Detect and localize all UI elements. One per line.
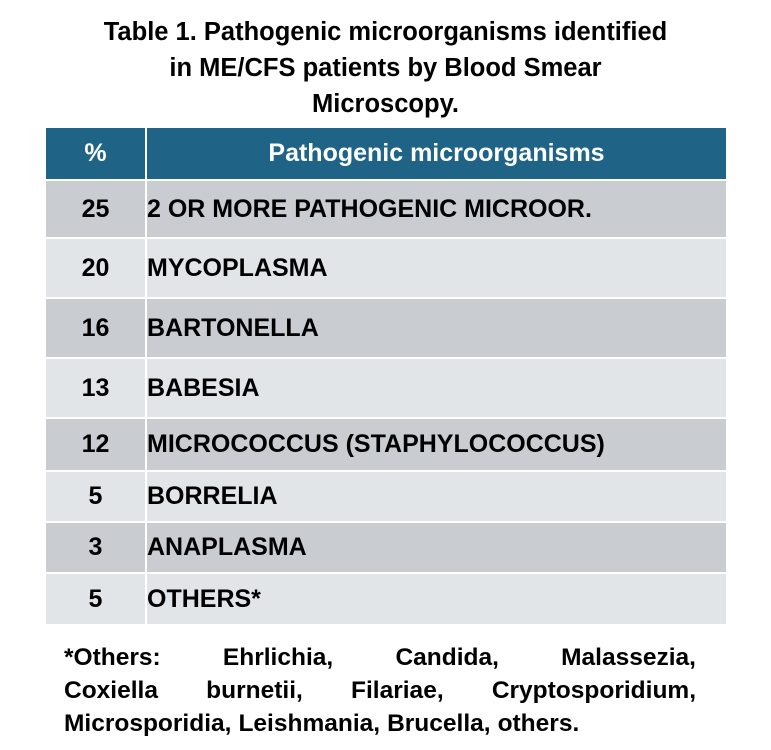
title-line: Table 1. Pathogenic microorganisms identified: [103, 18, 668, 46]
footnote-word: Malassezia,: [561, 644, 696, 671]
footnote-line: [64, 641, 696, 674]
footnote-line: [64, 674, 696, 707]
footnote: [64, 641, 696, 740]
footnote-word: Ehrlichia,: [222, 644, 334, 671]
table-row: [45, 471, 727, 522]
footnote-word: others.: [497, 710, 580, 737]
cell-percent: 5: [45, 471, 146, 522]
footnote-word: Filariae,: [351, 677, 444, 704]
title-line: in ME/CFS patients by Blood Smear: [169, 54, 602, 82]
cell-percent: 16: [45, 298, 146, 358]
footnote-word: Candida,: [395, 644, 499, 671]
cell-microorganism: BABESIA: [146, 358, 727, 418]
cell-percent: 25: [45, 180, 146, 238]
table-row: [45, 358, 727, 418]
footnote-word: Leishmania,: [238, 710, 381, 737]
footnote-word: Microsporidia,: [64, 710, 232, 737]
cell-microorganism: 2 OR MORE PATHOGENIC MICROOR.: [146, 180, 727, 238]
table-row: [45, 522, 727, 573]
cell-microorganism: MICROCOCCUS (STAPHYLOCOCCUS): [146, 418, 727, 471]
cell-microorganism: MYCOPLASMA: [146, 238, 727, 298]
table-row: [45, 180, 727, 238]
column-header-microorganisms: Pathogenic microorganisms: [146, 127, 727, 180]
cell-microorganism: ANAPLASMA: [146, 522, 727, 573]
cell-microorganism: BORRELIA: [146, 471, 727, 522]
table-header-row: [45, 127, 727, 180]
microorganisms-table: [44, 126, 728, 626]
footnote-word: Cryptosporidium,: [491, 677, 696, 704]
table-row: [45, 573, 727, 625]
title-line: Microscopy.: [312, 90, 459, 118]
cell-percent: 20: [45, 238, 146, 298]
footnote-word: Coxiella: [64, 677, 158, 704]
column-header-percent: %: [45, 127, 146, 180]
footnote-word: Brucella,: [387, 710, 491, 737]
cell-percent: 5: [45, 573, 146, 625]
cell-microorganism: OTHERS*: [146, 573, 727, 625]
cell-percent: 3: [45, 522, 146, 573]
table-title: [40, 14, 731, 122]
cell-percent: 12: [45, 418, 146, 471]
footnote-word: burnetii,: [206, 677, 303, 704]
table-row: [45, 418, 727, 471]
footnote-line: [64, 707, 696, 740]
cell-microorganism: BARTONELLA: [146, 298, 727, 358]
table-row: [45, 238, 727, 298]
table-row: [45, 298, 727, 358]
footnote-word: *Others:: [64, 644, 161, 671]
cell-percent: 13: [45, 358, 146, 418]
